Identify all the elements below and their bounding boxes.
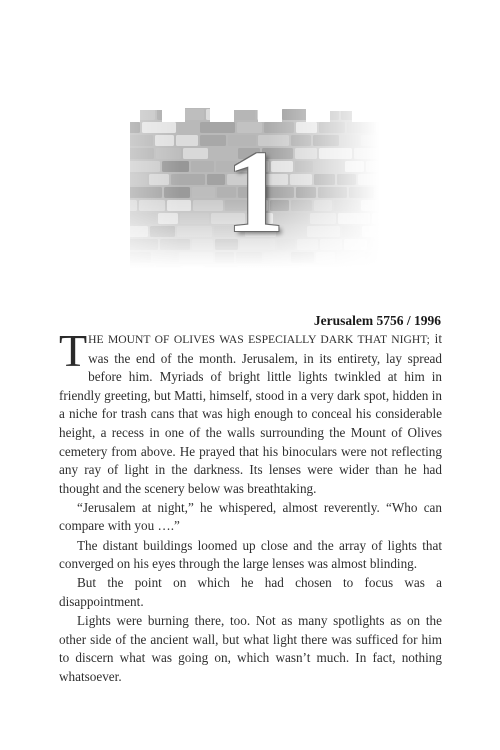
paragraph: “Jerusalem at night,” he whispered, almost reverently. “Who can compare with you ….” [59,499,442,534]
chapter-illustration [130,108,380,268]
chapter-number: 1 [225,126,285,257]
drop-cap: T [59,325,88,376]
first-paragraph [59,325,442,498]
chapter-heading: Jerusalem 5756 / 1996 [313,313,441,328]
small-caps-lead: HE MOUNT OF OLIVES WAS ESPECIALLY DARK THAT NIGHT; [88,333,430,346]
paragraph: Lights were burning there, too. Not as many spotlights as on the other side of the ancient wall, but what light there was sufficed for him to discern what was going on, which wasn’t much. In fact, nothing whatsoever. [59,612,442,684]
chapter-body [59,325,442,687]
paragraph: The distant buildings loomed up close and the array of lights that converged on his eyes through the large lenses was almost blinding. [59,537,442,572]
paragraph: But the point on which he had chosen to focus was a disappointment. [59,575,442,609]
first-paragraph-text: it was the end of the month. Jerusalem, in its entirety, lay spread before him. Myriads of bright little lights twinkled at him in friendly greeting, but Matti, himself, stood in a very dark spot, hidden in a niche for trash cans that was high enough to conceal his considerable height, a recess in one of the walls surrounding the Mount of Olives cemetery from above. He prayed that his binoculars were not reflecting any ray of light in the darkness. Its lenses were wider than he had thought and the scenery below was breathtaking. [59,331,442,496]
